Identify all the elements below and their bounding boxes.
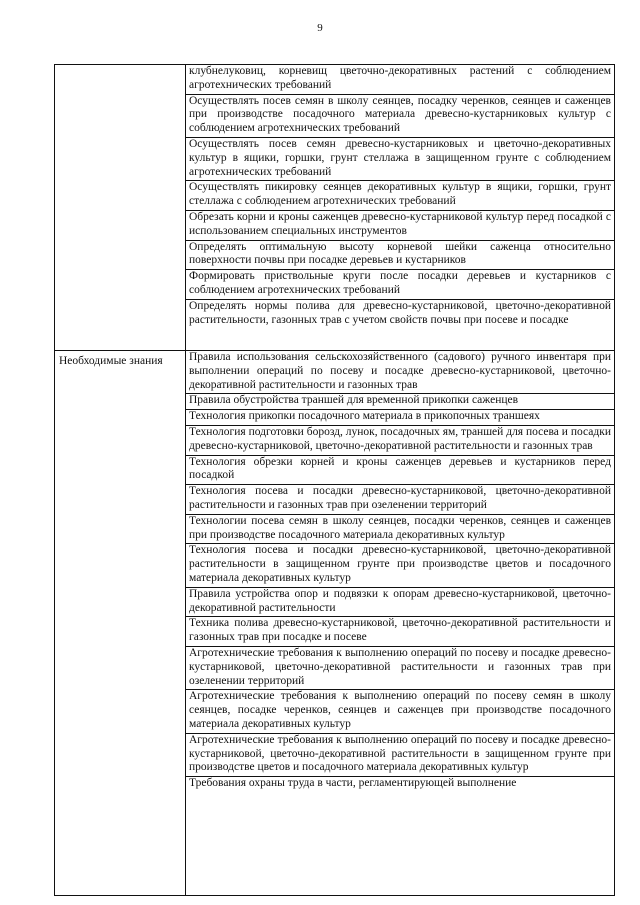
list-item: Определять оптимальную высоту корневой шейки саженца относительно поверхности почвы при посадке деревьев и кустарников [186, 240, 614, 270]
list-item: клубнелуковиц, корневищ цветочно-декоративных растений с соблюдением агротехнических требований [189, 65, 611, 91]
row-label-cell [55, 351, 186, 896]
requirements-table [54, 64, 615, 896]
list-item: Технология посева и посадки древесно-кустарниковой, цветочно-декоративной растительности и газонных трав при озеленении территорий [186, 484, 614, 514]
list-item: Определять нормы полива для древесно-кустарниковой, цветочно-декоративной растительности, газонных трав с учетом свойств почвы при посеве и посадке [186, 299, 614, 329]
row-items-cell [186, 351, 615, 896]
list-item: Требования охраны труда в части, регламентирующей выполнение [186, 776, 614, 791]
row-label [55, 65, 185, 69]
list-item: Осуществлять посев семян древесно-кустарниковых и цветочно-декоративных культур в ящики, горшки, грунт стеллажа в защищенном грунте с соблюдением агротехнических требований [186, 137, 614, 180]
list-item: Правила устройства опор и подвязки к опорам древесно-кустарниковой, цветочно-декоративной растительности [186, 587, 614, 617]
list-item: Технология подготовки борозд, лунок, посадочных ям, траншей для посева и посадки древесно-кустарниковой, цветочно-декоративной растительности и газонных трав [186, 425, 614, 455]
list-item: Агротехнические требования к выполнению операций по посеву и посадке древесно-кустарниковой, цветочно-декоративной растительности и газонных трав при озеленении территорий [186, 646, 614, 689]
table-row-knowledge [55, 351, 615, 896]
list-item: Технология обрезки корней и кроны саженцев деревьев и кустарников перед посадкой [186, 455, 614, 485]
row-label-cell [55, 65, 186, 351]
table-row-skills [55, 65, 615, 351]
list-item: Правила обустройства траншей для временной прикопки саженцев [186, 393, 614, 409]
list-item: Технологии посева семян в школу сеянцев, посадки черенков, сеянцев и саженцев при производстве посадочного материала декоративных культур [186, 514, 614, 544]
list-item: Правила использования сельскохозяйственного (садового) ручного инвентаря при выполнении операций по посеву и посадке древесно-кустарниковой, цветочно-декоративной растительности и газонных трав [189, 351, 611, 391]
list-item: Осуществлять пикировку сеянцев декоративных культур в ящики, горшки, грунт стеллажа с соблюдением агротехнических требований [186, 180, 614, 210]
row-items-cell [186, 65, 615, 351]
list-item: Техника полива древесно-кустарниковой, цветочно-декоративной растительности и газонных трав при посадке и посеве [186, 616, 614, 646]
list-item: Технология прикопки посадочного материала в прикопочных траншеях [186, 409, 614, 425]
list-item: Обрезать корни и кроны саженцев древесно-кустарниковой культур перед посадкой с использованием специальных инструментов [186, 210, 614, 240]
list-item: Технология посева и посадки древесно-кустарниковой, цветочно-декоративной растительности в защищенном грунте при производстве цветов и посадочного материала декоративных культур [186, 543, 614, 586]
list-item: Агротехнические требования к выполнению операций по посеву семян в школу сеянцев, посадке черенков, сеянцев и саженцев при производстве посадочного материала декоративных культур [186, 689, 614, 732]
page-number: 9 [317, 22, 323, 34]
list-item: Формировать приствольные круги после посадки деревьев и кустарников с соблюдением агротехнических требований [186, 269, 614, 299]
list-item: Осуществлять посев семян в школу сеянцев, посадку черенков, сеянцев и саженцев при производстве посадочного материала древесно-кустарниковых культур с соблюдением агротехнических требований [186, 94, 614, 137]
row-label: Необходимые знания [59, 355, 163, 367]
list-item: Агротехнические требования к выполнению операций по посеву и посадке древесно-кустарниковой, цветочно-декоративной растительности в защищенном грунте при производстве цветов и посадочного материала декоративных культур [186, 733, 614, 776]
